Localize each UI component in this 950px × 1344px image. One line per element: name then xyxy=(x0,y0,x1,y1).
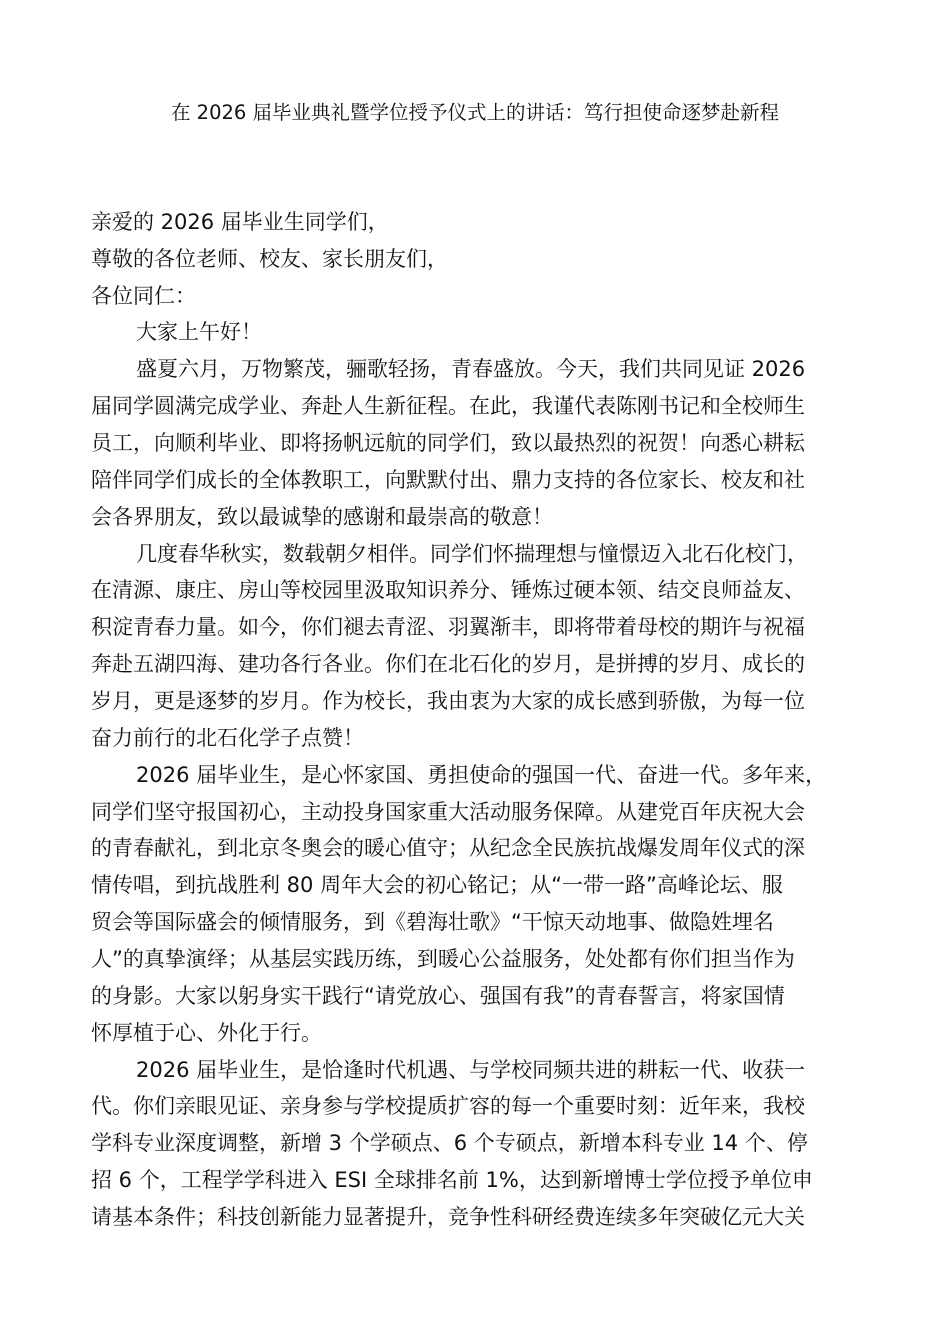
body-line: 2026 届毕业生，是恰逢时代机遇、与学校同频共进的耕耘一代、收获一 xyxy=(136,1058,806,1082)
body-line: 人”的真挚演绎；从基层实践历练，到暖心公益服务，处处都有你们担当作为 xyxy=(91,947,795,971)
body-line: 学科专业深度调整，新增 3 个学硕点、6 个专硕点，新增本科专业 14 个、停 xyxy=(91,1131,808,1155)
body-line: 陪伴同学们成长的全体教职工，向默默付出、鼎力支持的各位家长、校友和社 xyxy=(91,468,805,492)
body-line: 贸会等国际盛会的倾情服务，到《碧海壮歌》“干惊天动地事、做隐姓埋名 xyxy=(91,910,774,934)
body-line: 2026 届毕业生，是心怀家国、勇担使命的强国一代、奋进一代。多年来， xyxy=(136,763,827,787)
body-line: 届同学圆满完成学业、奔赴人生新征程。在此，我谨代表陈刚书记和全校师生 xyxy=(91,394,805,418)
body-line: 积淀青春力量。如今，你们褪去青涩、羽翼渐丰，即将带着母校的期许与祝福 xyxy=(91,615,805,639)
body-line: 招 6 个，工程学学科进入 ESI 全球排名前 1%，达到新增博士学位授予单位申 xyxy=(91,1168,813,1192)
body-line: 情传唱，到抗战胜利 80 周年大会的初心铭记；从“一带一路”高峰论坛、服 xyxy=(91,873,783,897)
body-line: 代。你们亲眼见证、亲身参与学校提质扩容的每一个重要时刻：近年来，我校 xyxy=(91,1094,805,1118)
body-line: 盛夏六月，万物繁茂，骊歌轻扬，青春盛放。今天，我们共同见证 2026 xyxy=(136,357,806,381)
body-line: 会各界朋友，致以最诚挚的感谢和最崇高的敬意！ xyxy=(91,505,553,529)
body-line: 怀厚植于心、外化于行。 xyxy=(91,1021,322,1045)
salutation-line: 亲爱的 2026 届毕业生同学们， xyxy=(91,210,389,234)
body-line: 的青春献礼，到北京冬奥会的暖心值守；从纪念全民族抗战爆发周年仪式的深 xyxy=(91,836,805,860)
body-line: 的身影。大家以躬身实干践行“请党放心、强国有我”的青春誓言，将家国情 xyxy=(91,984,785,1008)
body-line: 几度春华秋实，数载朝夕相伴。同学们怀揣理想与憧憬迈入北石化校门， xyxy=(136,542,808,566)
body-line: 奋力前行的北石化学子点赞！ xyxy=(91,726,364,750)
body-line: 员工，向顺利毕业、即将扬帆远航的同学们，致以最热烈的祝贺！向悉心耕耘 xyxy=(91,431,805,455)
body-line: 在清源、康庄、房山等校园里汲取知识养分、锤炼过硬本领、结交良师益友、 xyxy=(91,578,805,602)
salutation-line: 尊敬的各位老师、校友、家长朋友们， xyxy=(91,247,448,271)
body-line: 大家上午好！ xyxy=(136,320,262,344)
body-line: 同学们坚守报国初心，主动投身国家重大活动服务保障。从建党百年庆祝大会 xyxy=(91,800,805,824)
body-line: 奔赴五湖四海、建功各行各业。你们在北石化的岁月，是拼搏的岁月、成长的 xyxy=(91,652,805,676)
speech-title: 在 2026 届毕业典礼暨学位授予仪式上的讲话：笃行担使命逐梦赴新程 xyxy=(170,101,780,124)
body-line: 请基本条件；科技创新能力显著提升，竞争性科研经费连续多年突破亿元大关 xyxy=(91,1205,805,1229)
body-line: 岁月，更是逐梦的岁月。作为校长，我由衷为大家的成长感到骄傲，为每一位 xyxy=(91,689,805,713)
salutation-line: 各位同仁： xyxy=(91,284,196,308)
